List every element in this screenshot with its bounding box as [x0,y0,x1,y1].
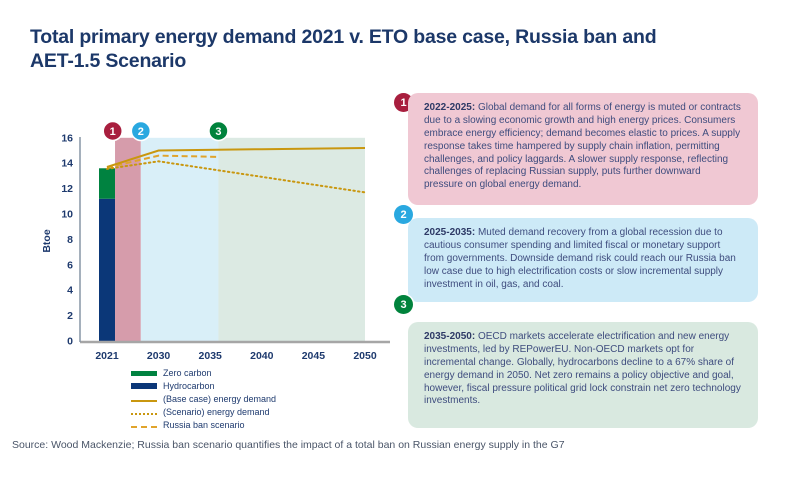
y-tick-label: 16 [61,132,73,145]
x-tick-label: 2050 [353,350,377,362]
annotation-2-box [408,218,758,302]
x-tick-label: 2045 [301,350,326,362]
chart-badge-label: 3 [215,125,222,138]
legend-label: Russia ban scenario [163,420,245,430]
x-tick-label: 2030 [146,350,171,362]
legend-item-scenario [131,407,276,417]
bar-segment-zero-carbon [99,168,115,198]
legend-label: (Base case) energy demand [163,394,277,404]
x-tick-label: 2040 [250,350,274,362]
y-tick-label: 10 [61,208,73,221]
legend-label: Zero carbon [163,368,212,378]
x-tick-label: 2035 [198,350,222,362]
annotation-1-text [424,102,742,192]
page-title: Total primary energy demand 2021 v. ETO base case, Russia ban and AET-1.5 Scenario [30,26,657,72]
chart-band-period-2035-2050 [218,138,365,341]
annotation-body: Muted demand recovery from a global recession due to cautious consumer spending and limited fiscal or monetary support from governments. Downside demand risk could reach our Russia ban low case due to high electrification costs or slow incremental supply investment in oil, gas, and coal. [424,227,736,290]
hydrocarbon-swatch [131,383,157,389]
x-tick-label: 2021 [95,350,119,362]
annotation-3-badge: 3 [394,295,413,314]
zero-carbon-swatch [131,371,157,376]
y-tick-label: 2 [67,310,73,323]
annotation-2-badge: 2 [394,205,413,224]
legend-label: (Scenario) energy demand [163,407,270,417]
source-note: Source: Wood Mackenzie; Russia ban scenario quantifies the impact of a total ban on Russian energy supply in the G7 [12,439,565,451]
annotation-2-text [424,227,742,291]
bar-segment-hydrocarbon [99,199,115,341]
annotation-body: OECD markets accelerate electrification and new energy investments, led by REPowerEU. Non-OECD markets opt for incremental change. Globally, hydrocarbons decline to a 67% share of energy demand in 2050. Net zero remains a policy objective and goal, however, fiscal pressure political grid lock constrain net zero technology investments. [424,331,741,407]
y-axis-title: Btoe [41,229,53,253]
legend-item-zero-carbon [131,368,276,378]
legend-item-russia-ban [131,420,276,430]
russia-ban-line-swatch [131,423,157,428]
y-tick-label: 14 [61,157,73,170]
legend-label: Hydrocarbon [163,381,215,391]
energy-demand-chart [40,106,400,372]
chart-badge-label: 1 [109,125,116,138]
legend-item-hydrocarbon [131,381,276,391]
y-tick-label: 4 [67,284,73,297]
annotation-body: Global demand for all forms of energy is muted or contracts due to a slowing economic growth and high energy prices. Consumers embrace energy efficiency; demand becomes elastic to prices. A supply response takes time hampered by supply chain inflation, permitting challenges, and policy laggards. A slower supply response, reflecting challenges of replacing Russian supply, puts further downward pressure on global energy demand. [424,102,741,191]
base-case-line-swatch [131,397,157,402]
annotation-3-text [424,331,742,408]
y-tick-label: 0 [67,335,73,348]
scenario-line-swatch [131,410,157,415]
annotation-1-badge: 1 [394,93,413,112]
y-tick-label: 8 [67,233,73,246]
legend-item-base-case [131,394,276,404]
annotation-1-box [408,93,758,205]
y-tick-label: 6 [67,259,73,272]
annotation-period: 2025-2035: [424,227,476,238]
chart-legend [131,368,276,430]
annotation-3-box [408,322,758,428]
chart-badge-label: 2 [137,125,144,138]
chart-band-period-2022-2025 [115,138,141,341]
annotation-period: 2022-2025: [424,102,476,113]
y-tick-label: 12 [61,183,73,196]
annotation-period: 2035-2050: [424,331,476,342]
